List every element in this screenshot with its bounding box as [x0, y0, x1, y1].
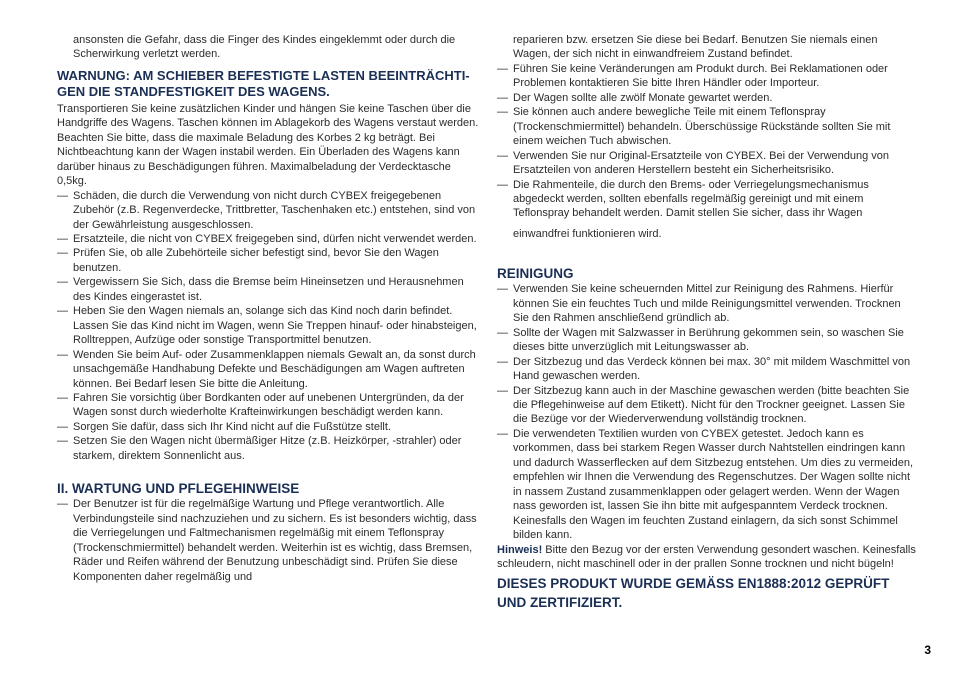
- page-number: 3: [924, 643, 931, 657]
- list-item: — Prüfen Sie, ob alle Zubehörteile sicher befestigt sind, bevor Sie den Wagen benutzen.: [57, 246, 481, 275]
- list-item: — Die verwendeten Textilien wurden von CYBEX getestet. Jedoch kann es vorkommen, dass bei starkem Regen Wasser durch Nahtstellen eindringen kann und dadurch Wasserflecken auf dem Sitzbezug entstehen. Um dies zu vermeiden, empfehlen wir Ihnen die Verwendung des Regenschutzes. Der Wagen sollte nicht in nassem Zustand zusammenklappen oder gelagert werden. Wenn der Wagen nass geworden ist, lassen Sie ihn bitte mit aufgespanntem Verdeck trocknen. Keinesfalls den Wagen im feuchten Zustand einlagern, da sich sonst Schimmel bilden kann.: [497, 427, 917, 543]
- list-item: — Der Sitzbezug und das Verdeck können bei max. 30° mit mildem Waschmittel von Hand gewaschen werden.: [497, 355, 917, 384]
- hint-label: Hinweis!: [497, 543, 543, 556]
- list-item: — Der Benutzer ist für die regelmäßige Wartung und Pflege verantwortlich. Alle Verbindungsteile sind nachzuziehen und zu sichern. Es ist besonders wichtig, dass die Verriegelungen und Faltmechanismen regelmäßig mit einem Teflonspray (Trockenschmiermittel) behandelt werden. Weiterhin ist es wichtig, dass Bremsen, Räder und Reifen während der Benutzung unbeschädigt sind. Prüfen Sie diese Komponenten daher regelmäßig und: [57, 497, 481, 584]
- intro-continuation: ansonsten die Gefahr, dass die Finger des Kindes eingeklemmt oder durch die Scherwirkung verletzt werden.: [73, 34, 456, 61]
- maintenance-continuation: reparieren bzw. ersetzen Sie diese bei Bedarf. Benutzen Sie niemals einen Wagen, der sich nicht in einwandfreiem Zustand befindet.: [513, 34, 878, 61]
- list-item: — Sorgen Sie dafür, dass sich Ihr Kind nicht auf die Fußstütze stellt.: [57, 420, 481, 434]
- list-item: — Heben Sie den Wagen niemals an, solange sich das Kind noch darin befindet. Lassen Sie das Kind nicht im Wagen, wenn Sie Treppen hinauf- oder hinabsteigen, Rolltreppen, Aufzüge oder sonstige Transportmittel benutzen.: [57, 304, 481, 347]
- list-item: — Vergewissern Sie Sich, dass die Bremse beim Hineinsetzen und Herausnehmen des Kindes eingerastet ist.: [57, 275, 481, 304]
- frame-bullet-end: einwandfrei funktionieren wird.: [513, 227, 662, 240]
- maintenance-heading: II. WARTUNG UND PFLEGEHINWEISE: [57, 481, 300, 497]
- hint-paragraph: [497, 543, 917, 572]
- list-item: — Fahren Sie vorsichtig über Bordkanten oder auf unebenen Untergründen, da der Wagen sonst durch wiederholte Krafteinwirkungen beschädigt werden kann.: [57, 391, 481, 420]
- list-item: — Setzen Sie den Wagen nicht übermäßiger Hitze (z.B. Heizkörper, -strahler) oder starkem, direktem Sonnenlicht aus.: [57, 434, 481, 463]
- paragraph-basket-load: Beachten Sie bitte, dass die maximale Beladung des Korbes 2 kg beträgt. Bei Nichtbeachtung kann der Wagen instabil werden. Ein Überladen des Wagens kann darüber hinaus zu Beschädigungen führen. Maximalbeladung der Verdecktasche 0,5kg.: [57, 131, 460, 188]
- list-item: — Schäden, die durch die Verwendung von nicht durch CYBEX freigegebenen Zubehör (z.B. Regenverdecke, Trittbretter, Taschenhaken etc.) entstehen, sind von der Gewährleistung ausgeschlossen.: [57, 189, 481, 232]
- maintenance-list-cont: [497, 62, 917, 241]
- list-item: — Der Sitzbezug kann auch in der Maschine gewaschen werden (bitte beachten Sie die Pflegehinweise auf dem Etikett). Nicht für den Trockner geeignet. Lassen Sie die Bezüge vor der Wiederverwendung vollständig trocknen.: [497, 384, 917, 427]
- cleaning-list: [497, 282, 917, 542]
- warning-heading: WARNUNG: AM SCHIEBER BEFESTIGTE LASTEN BEEINTRÄCHTI-GEN DIE STANDFESTIGKEIT DES WAGENS.: [57, 67, 470, 99]
- frame-bullet-text: Die Rahmenteile, die durch den Brems- oder Verriegelungsmechanismus abgedeckt werden, sollten ebenfalls regelmäßig gereinigt und mit einem Teflonspray behandelt werden. Damit stellen Sie sicher, dass ihr Wagen: [513, 178, 869, 220]
- list-item: — Verwenden Sie nur Original-Ersatzteile von CYBEX. Bei der Verwendung von Ersatzteilen von anderen Herstellern besteht ein Sicherheitsrisiko.: [497, 149, 917, 178]
- list-item: [497, 178, 917, 242]
- cleaning-heading: REINIGUNG: [497, 266, 574, 282]
- left-column: [57, 33, 481, 584]
- safety-list: [57, 189, 481, 464]
- paragraph-extra-children: Transportieren Sie keine zusätzlichen Kinder und hängen Sie keine Taschen über die Handgriffe des Wagens. Taschen können im Ablagekorb des Wagens verstaut werden.: [57, 102, 479, 130]
- list-item: — Der Wagen sollte alle zwölf Monate gewartet werden.: [497, 91, 917, 105]
- list-item: — Sie können auch andere bewegliche Teile mit einem Teflonspray (Trockenschmiermittel) behandeln. Überschüssige Rückstände sollten Sie mit einem weichen Tuch abwischen.: [497, 105, 917, 148]
- hint-text: Bitte den Bezug vor der ersten Verwendung gesondert waschen. Keinesfalls schleudern, nicht maschinell oder in der prallen Sonne trocknen und nicht bügeln!: [497, 543, 916, 570]
- right-column: [497, 33, 917, 612]
- list-item: — Führen Sie keine Veränderungen am Produkt durch. Bei Reklamationen oder Problemen kontaktieren Sie bitte Ihren Händler oder Importeur.: [497, 62, 917, 91]
- maintenance-list: [57, 497, 481, 584]
- certification-heading: DIESES PRODUKT WURDE GEMÄSS EN1888:2012 GEPRÜFT UND ZERTIFIZIERT.: [497, 576, 890, 611]
- list-item: — Ersatzteile, die nicht von CYBEX freigegeben sind, dürfen nicht verwendet werden.: [57, 232, 481, 246]
- list-item: — Wenden Sie beim Auf- oder Zusammenklappen niemals Gewalt an, da sonst durch unsachgemäße Handhabung Defekte und Beschädigungen am Wagen auftreten können. Bei Bedarf lesen Sie bitte die Anleitung.: [57, 348, 481, 391]
- list-item: — Sollte der Wagen mit Salzwasser in Berührung gekommen sein, so waschen Sie dieses bitte unverzüglich mit Leitungswasser ab.: [497, 326, 917, 355]
- spacer: [497, 241, 917, 266]
- list-item: — Verwenden Sie keine scheuernden Mittel zur Reinigung des Rahmens. Hierfür können Sie ein feuchtes Tuch und milde Reinigungsmittel verwenden. Trocknen Sie den Rahmen anschließend gründlich ab.: [497, 282, 917, 325]
